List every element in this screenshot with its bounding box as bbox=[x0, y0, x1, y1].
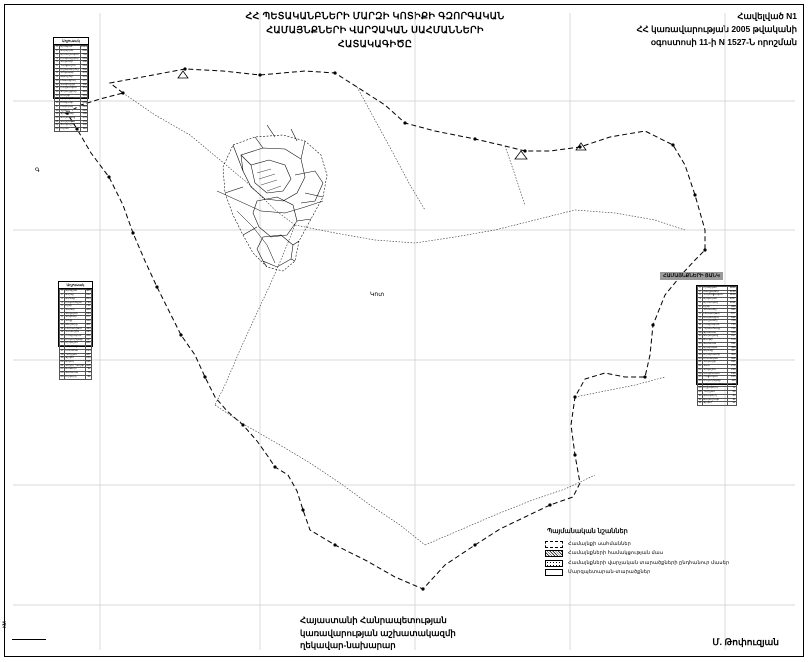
row-number: 10 bbox=[698, 319, 702, 323]
row-number: 21 bbox=[698, 360, 702, 364]
row-value: 742 bbox=[80, 53, 88, 57]
map-markers bbox=[178, 71, 586, 159]
row-value: 529 bbox=[86, 319, 91, 323]
row-number: 12 bbox=[60, 330, 64, 334]
row-number: 12 bbox=[55, 86, 59, 90]
row-value: 912 bbox=[86, 293, 91, 297]
row-number: 29 bbox=[698, 390, 702, 394]
internal-network bbox=[123, 87, 685, 545]
row-name: Մարմարիկ bbox=[702, 316, 728, 320]
row-number: 16 bbox=[698, 341, 702, 345]
row-number: 2 bbox=[61, 293, 63, 297]
row-name: Թթուջուր bbox=[59, 76, 80, 80]
row-number: 5 bbox=[61, 304, 63, 308]
row-number: 11 bbox=[60, 326, 64, 330]
row-number: 13 bbox=[55, 90, 59, 94]
row-number: 7 bbox=[56, 67, 58, 71]
row-value: 155 bbox=[728, 376, 737, 380]
row-number: 10 bbox=[55, 78, 59, 82]
row-number: 28 bbox=[698, 386, 702, 390]
row-value: 574 bbox=[728, 339, 737, 343]
row-name: Զովասար bbox=[59, 72, 80, 76]
legend-item-2 bbox=[545, 560, 760, 567]
table-row bbox=[55, 128, 88, 132]
row-name: Արտաշավան bbox=[60, 52, 79, 56]
legend-item-1-label: Համայնքների համակցության մաս bbox=[568, 550, 664, 557]
row-value: 362 bbox=[728, 357, 737, 361]
row-value: 287 bbox=[80, 98, 88, 102]
row-number: 18 bbox=[60, 352, 64, 356]
row-number: 25 bbox=[698, 375, 702, 379]
row-name: Հանքավան bbox=[702, 324, 728, 328]
row-name: Սարալանջ bbox=[59, 117, 80, 121]
row-value: 108 bbox=[86, 363, 91, 367]
row-name: Գեղաձոր bbox=[59, 61, 80, 65]
row-value: 433 bbox=[86, 326, 91, 330]
row-value: 118 bbox=[728, 379, 737, 383]
row-number: 15 bbox=[55, 97, 59, 101]
row-number: 8 bbox=[61, 315, 63, 319]
row-number: 22 bbox=[55, 123, 59, 127]
table-northwest[interactable] bbox=[53, 37, 89, 131]
row-value: 118 bbox=[80, 128, 88, 132]
row-name: Մուղնի bbox=[59, 94, 80, 98]
legend-item-0 bbox=[545, 541, 760, 548]
approval-line-2: ՀՀ կառավարության 2005 թվականի bbox=[636, 23, 797, 34]
row-name: Մրգաշեն bbox=[64, 342, 85, 346]
row-number: 21 bbox=[55, 119, 59, 123]
row-number: 20 bbox=[698, 356, 702, 360]
row-value: 187 bbox=[86, 352, 91, 356]
row-name: Ակունք bbox=[702, 350, 728, 354]
map-title-line-3: ՀԱՏԱԿԱԳԻԾԸ bbox=[337, 38, 413, 50]
row-value: 741 bbox=[86, 304, 91, 308]
row-number: 20 bbox=[60, 360, 64, 364]
row-value: 22 bbox=[728, 402, 737, 406]
row-name: Ձորաղբյուր bbox=[59, 91, 80, 95]
row-number: 1 bbox=[699, 286, 701, 289]
row-name: Պղնձահանք bbox=[702, 327, 728, 331]
row-value: 588 bbox=[80, 61, 88, 65]
row-name: Գեղաշեն bbox=[64, 312, 85, 316]
row-name: Արագած bbox=[59, 46, 80, 50]
row-number: 17 bbox=[698, 345, 702, 349]
row-name: Նիգավան bbox=[59, 98, 80, 102]
row-name: Վերին Պտղնի bbox=[65, 363, 85, 367]
row-name: Չքնաղ bbox=[59, 109, 80, 113]
table-northwest-grid bbox=[54, 45, 88, 132]
row-name: Ծաղկաձոր bbox=[702, 290, 728, 294]
row-number: 5 bbox=[699, 300, 701, 304]
row-number: 22 bbox=[60, 367, 64, 371]
row-name: Ջրառատ bbox=[702, 331, 728, 335]
row-name: Արտավազ bbox=[702, 301, 728, 305]
row-value: 61 bbox=[85, 375, 91, 379]
row-name: Զովաշեն bbox=[702, 368, 728, 372]
row-name: Կանիաշիր bbox=[59, 83, 80, 87]
row-value: 1103 bbox=[729, 293, 736, 297]
row-name: Հրազդան bbox=[702, 287, 728, 291]
legend-item-2-label: Համայնքների վարչական տարածքների ընդհանուր մասեր bbox=[568, 559, 730, 566]
row-name: Նոր Արտամետ bbox=[702, 383, 728, 387]
table-northeast[interactable] bbox=[696, 285, 738, 405]
row-name: Գետամեջ bbox=[702, 309, 728, 313]
row-name: Արզական bbox=[702, 298, 728, 302]
row-name: Կամարիս bbox=[64, 331, 85, 335]
row-number: 13 bbox=[60, 334, 64, 338]
row-value: 214 bbox=[86, 348, 91, 352]
table-northwest-title: Աղյուսակ bbox=[54, 38, 88, 45]
west-edge-marker-label: Գ bbox=[35, 168, 40, 174]
row-value: 321 bbox=[728, 361, 737, 365]
row-name: Ողջաբերդ bbox=[702, 387, 728, 391]
row-value: 407 bbox=[80, 79, 88, 83]
row-number: 12 bbox=[698, 326, 702, 330]
row-number: 2 bbox=[56, 49, 58, 53]
row-name: Զառ bbox=[702, 365, 728, 369]
row-number: 14 bbox=[55, 93, 59, 97]
row-number: 30 bbox=[698, 393, 702, 397]
row-value: 176 bbox=[80, 117, 88, 121]
table-west[interactable] bbox=[58, 281, 93, 378]
hydrography bbox=[217, 191, 323, 263]
row-number: 9 bbox=[699, 315, 701, 319]
row-value: 478 bbox=[80, 72, 88, 76]
row-value: 659 bbox=[728, 331, 737, 335]
row-value: 132 bbox=[80, 124, 88, 128]
legend bbox=[545, 528, 760, 579]
row-value: 78 bbox=[85, 372, 91, 376]
legend-item-1 bbox=[545, 550, 760, 557]
row-value: 44 bbox=[728, 394, 737, 398]
row-value: 329 bbox=[80, 91, 88, 95]
row-number: 19 bbox=[60, 356, 64, 360]
row-name: Վարդենիս bbox=[59, 120, 80, 124]
row-name: Լուսագյուղ bbox=[59, 79, 80, 83]
row-value: 985 bbox=[86, 289, 91, 293]
row-number: 9 bbox=[56, 75, 58, 79]
row-value: 688 bbox=[86, 307, 91, 311]
row-name: Աղավնաձոր bbox=[702, 353, 728, 357]
row-name: Հացավան bbox=[702, 376, 728, 380]
row-name: Ջրամբար bbox=[59, 113, 80, 117]
row-number: 11 bbox=[698, 323, 702, 327]
row-number: 16 bbox=[60, 345, 64, 349]
row-value: 799 bbox=[86, 300, 91, 304]
row-name: Մեղրաձոր bbox=[702, 320, 728, 324]
row-number: 7 bbox=[61, 311, 63, 315]
row-number: 17 bbox=[55, 104, 59, 108]
central-community-cluster bbox=[223, 125, 327, 271]
row-value: 404 bbox=[728, 353, 737, 357]
row-value: 531 bbox=[728, 342, 737, 346]
legend-title: Պայմանական նշաններ bbox=[547, 528, 628, 535]
row-name: Լեռնանիստ bbox=[64, 327, 85, 331]
table-row bbox=[60, 375, 92, 379]
row-number: 14 bbox=[60, 337, 64, 341]
table-row bbox=[698, 402, 737, 406]
row-value: 198 bbox=[80, 113, 88, 117]
row-value: 502 bbox=[80, 68, 88, 72]
row-number: 16 bbox=[55, 101, 59, 105]
row-value: 1024 bbox=[81, 45, 87, 49]
row-value: 617 bbox=[728, 335, 737, 339]
marz-outer-boundary bbox=[67, 69, 705, 589]
row-name: Գեղադիր bbox=[702, 361, 728, 365]
row-number: 17 bbox=[60, 348, 64, 352]
row-value: 447 bbox=[728, 350, 737, 354]
row-value: 58 bbox=[728, 391, 737, 395]
row-number: 32 bbox=[698, 401, 702, 405]
row-value: 382 bbox=[80, 83, 88, 87]
row-value: 279 bbox=[728, 365, 737, 369]
row-number: 2 bbox=[699, 289, 701, 293]
legend-item-3 bbox=[545, 569, 760, 576]
row-value: 395 bbox=[86, 330, 91, 334]
approval-line-3: օգոստոսի 11-ի N 1527-Ն որոշման bbox=[650, 36, 797, 47]
row-value: 72 bbox=[728, 387, 737, 391]
row-value: 196 bbox=[728, 372, 737, 376]
row-name: Զովունի bbox=[64, 316, 85, 320]
row-value: 577 bbox=[86, 315, 91, 319]
row-name: Եղիպատրուշ bbox=[60, 67, 79, 71]
row-number: 21 bbox=[60, 363, 64, 367]
row-name: Ապարան bbox=[59, 50, 80, 54]
dashed-line-swatch bbox=[545, 541, 563, 548]
map-title-line-2: ՀԱՄԱՅՆՔՆԵՐԻ ՎԱՐՉԱԿԱՆ ՍԱՀՄԱՆՆԵՐԻ bbox=[266, 24, 484, 36]
row-value: 651 bbox=[80, 57, 88, 61]
row-name: Զովք bbox=[64, 320, 85, 324]
row-number: 24 bbox=[698, 371, 702, 375]
row-value: 241 bbox=[80, 105, 88, 109]
row-number: 6 bbox=[56, 63, 58, 67]
row-number: 15 bbox=[698, 338, 702, 342]
footer-line-3: ղեկավար-նախարար bbox=[300, 640, 396, 651]
row-value: 159 bbox=[86, 356, 91, 360]
scalebar bbox=[12, 639, 46, 644]
row-name: Սարալանջ bbox=[702, 335, 728, 339]
row-number: 4 bbox=[56, 56, 58, 60]
row-number: 20 bbox=[55, 116, 59, 120]
row-value: 788 bbox=[728, 320, 737, 324]
row-value: 317 bbox=[86, 337, 91, 341]
row-value: 1158 bbox=[729, 289, 736, 293]
row-value: 968 bbox=[728, 305, 737, 309]
row-number: 31 bbox=[698, 397, 702, 401]
row-name: Գառնի bbox=[64, 308, 85, 312]
row-number: 3 bbox=[56, 52, 58, 56]
row-name: Սևաբերդ bbox=[702, 394, 728, 398]
row-name: Դավթաշեն bbox=[59, 64, 80, 68]
row-number: 24 bbox=[60, 374, 64, 378]
row-value: 921 bbox=[728, 309, 737, 313]
legend-item-0-label: Համայնքի սահմաններ bbox=[568, 540, 631, 547]
row-number: 1 bbox=[56, 45, 58, 49]
hatched-area-swatch bbox=[545, 550, 563, 557]
table-northeast-grid bbox=[697, 286, 737, 406]
approval-line-1: Հավելված N1 bbox=[737, 11, 797, 21]
row-number: 19 bbox=[55, 112, 59, 116]
row-number: 18 bbox=[698, 349, 702, 353]
row-number: 6 bbox=[699, 304, 701, 308]
row-value: 265 bbox=[80, 102, 88, 106]
row-number: 4 bbox=[699, 297, 701, 301]
row-value: 544 bbox=[80, 64, 88, 68]
row-name: Ուջան bbox=[59, 128, 80, 132]
row-value: 854 bbox=[86, 296, 91, 300]
row-name: Մայակովսկի bbox=[702, 379, 728, 383]
row-number: 23 bbox=[55, 127, 59, 131]
row-name: Սոլակ bbox=[64, 361, 85, 365]
row-name: Նուռնուս bbox=[64, 349, 85, 353]
row-value: 220 bbox=[80, 109, 88, 113]
row-number: 23 bbox=[60, 371, 64, 375]
row-name: Բուժական bbox=[702, 357, 728, 361]
row-value: 1204 bbox=[729, 286, 736, 289]
row-value: 630 bbox=[86, 311, 91, 315]
row-name: Հարթավան bbox=[59, 87, 80, 91]
table-west-title: Աղյուսակ bbox=[59, 282, 92, 289]
row-value: 249 bbox=[86, 345, 91, 349]
row-name: Ալափարս bbox=[702, 346, 728, 350]
row-number: 23 bbox=[698, 367, 702, 371]
row-value: 832 bbox=[728, 316, 737, 320]
row-value: 701 bbox=[728, 327, 737, 331]
row-value: 281 bbox=[86, 341, 91, 345]
row-number: 5 bbox=[56, 60, 58, 64]
central-lake-label: Կոտ bbox=[370, 292, 385, 298]
row-name: Քաղսի bbox=[702, 339, 728, 343]
signature-name: Մ. Թոփուզյան bbox=[712, 637, 779, 647]
row-value: 92 bbox=[85, 368, 91, 372]
row-name: Լեռնանիստ bbox=[702, 313, 728, 317]
row-name: Հանքավան bbox=[64, 335, 85, 339]
map-title-line-1: ՀՀ ՊԵՏԱԿԱՆԲՆԵՐԻ ՄԱՐԶԻ ԿՈՏԻՔԻ ԳԶՈՐԳԱԿԱՆ bbox=[245, 11, 505, 22]
row-value: 441 bbox=[80, 76, 88, 80]
row-name: Բջնի bbox=[64, 305, 85, 309]
row-number: 15 bbox=[60, 341, 64, 345]
row-value: 489 bbox=[728, 346, 737, 350]
row-name: Թեղենիք bbox=[64, 323, 85, 327]
row-name: Պռոշյան bbox=[702, 391, 728, 395]
row-number: 10 bbox=[60, 322, 64, 326]
row-value: 238 bbox=[728, 368, 737, 372]
row-value: 481 bbox=[86, 322, 91, 326]
row-value: 301 bbox=[80, 94, 88, 98]
row-value: 1057 bbox=[729, 297, 736, 301]
boundary-vertices bbox=[65, 67, 706, 590]
row-number: 22 bbox=[698, 364, 702, 368]
row-name: Մայակովսկի bbox=[64, 338, 85, 342]
row-name: Չարենցավան bbox=[702, 294, 728, 298]
row-number: 8 bbox=[56, 71, 58, 75]
row-name: Ոսկեվազ bbox=[59, 105, 80, 109]
row-name: Առինջ bbox=[64, 294, 85, 298]
row-name: Բջնի bbox=[702, 305, 728, 309]
row-number: 6 bbox=[61, 307, 63, 311]
row-name: Քասախ bbox=[64, 368, 85, 372]
row-name: Նոր Գեղի bbox=[64, 346, 85, 350]
row-number: 18 bbox=[55, 108, 59, 112]
plain-area-swatch bbox=[545, 569, 563, 576]
row-number: 4 bbox=[61, 300, 63, 304]
row-value: 352 bbox=[86, 334, 91, 338]
row-name: Քարաշամբ bbox=[702, 398, 728, 402]
row-value: 877 bbox=[728, 313, 737, 317]
row-name: Շենկանի bbox=[59, 102, 80, 106]
row-value: 94 bbox=[728, 383, 737, 387]
row-value: 351 bbox=[80, 87, 88, 91]
row-number: 14 bbox=[698, 334, 702, 338]
row-name: Եղվարդ bbox=[64, 375, 85, 379]
row-value: 31 bbox=[728, 398, 737, 402]
row-number: 8 bbox=[699, 312, 701, 316]
row-name: Ցաղկաշեն bbox=[59, 124, 80, 128]
row-number: 27 bbox=[698, 382, 702, 386]
row-number: 3 bbox=[699, 293, 701, 297]
row-number: 9 bbox=[61, 319, 63, 323]
row-name: Բալահովիտ bbox=[64, 301, 85, 305]
footer-line-2: կառավարության աշխատակազմի bbox=[300, 627, 456, 638]
row-value: 896 bbox=[80, 50, 88, 54]
legend-item-3-label: Մարզպետարան-տարածքներ bbox=[568, 569, 651, 576]
row-name: Ֆանտան bbox=[702, 342, 728, 346]
row-number: 26 bbox=[698, 378, 702, 382]
row-name: Պռոշյան bbox=[64, 353, 85, 357]
row-name: Ֆանտան bbox=[64, 372, 85, 376]
row-name: Ակունք bbox=[64, 297, 85, 301]
row-value: 1011 bbox=[729, 300, 736, 304]
row-name: Կապուտան bbox=[702, 372, 728, 376]
row-value: 745 bbox=[728, 324, 737, 328]
row-name: Ջրվեժ bbox=[702, 402, 728, 406]
row-number: 11 bbox=[55, 82, 59, 86]
row-name: Բազմաղբյուր bbox=[60, 56, 80, 60]
row-value: 131 bbox=[86, 360, 91, 364]
table-west-grid bbox=[59, 289, 92, 379]
row-number: 3 bbox=[61, 296, 63, 300]
row-number: 13 bbox=[698, 330, 702, 334]
row-number: 1 bbox=[61, 289, 63, 293]
footer-signature-block bbox=[300, 614, 456, 652]
row-number: 7 bbox=[699, 308, 701, 312]
northeast-list-banner: ՀԱՄԱՅՆՔՆԵՐԻ ՑԱՆԿ bbox=[660, 272, 723, 280]
row-name: Աբովյան bbox=[64, 290, 85, 294]
scalebar-label: км bbox=[2, 621, 8, 628]
row-name: Ջրվեժ bbox=[64, 357, 85, 361]
dotted-area-swatch bbox=[545, 560, 563, 567]
row-number: 19 bbox=[698, 352, 702, 356]
footer-line-1: Հայաստանի Հանրապետության bbox=[300, 614, 447, 625]
row-value: 154 bbox=[80, 120, 88, 124]
